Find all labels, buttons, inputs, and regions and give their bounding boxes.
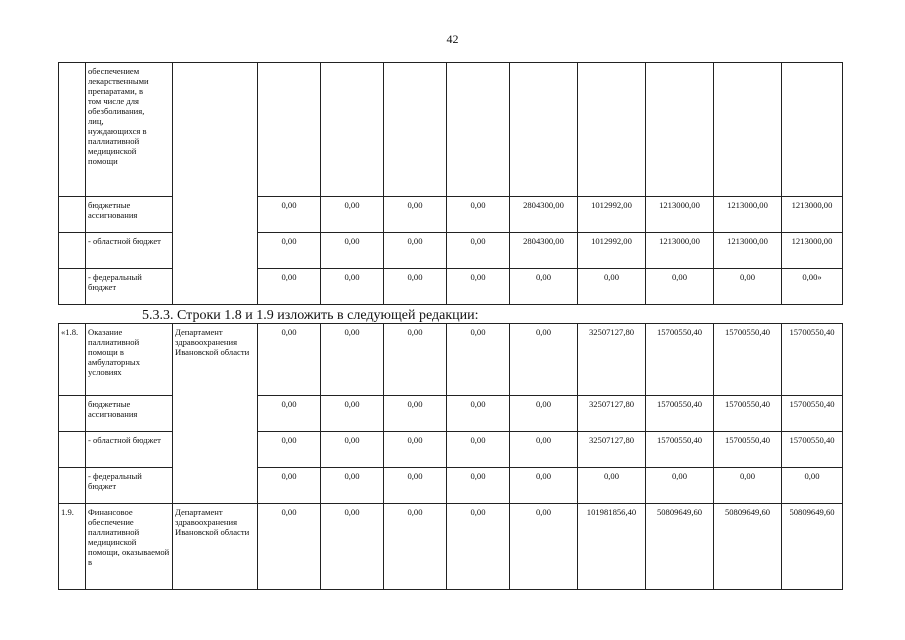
value-cell: 0,00 <box>714 269 782 305</box>
value-cell: 0,00 <box>258 468 321 504</box>
value-cell: 1213000,00 <box>646 197 714 233</box>
value-cell: 0,00 <box>384 468 447 504</box>
value-cell: 15700550,40 <box>714 324 782 396</box>
value-cell: 0,00 <box>384 504 447 590</box>
value-cell: 0,00 <box>321 197 384 233</box>
executor-cell: Департамент здравоохранения Ивановской области <box>173 504 258 590</box>
executor-cell <box>173 63 258 305</box>
value-cell: 0,00 <box>714 468 782 504</box>
value-cell: 0,00 <box>321 233 384 269</box>
value-cell: 1012992,00 <box>578 197 646 233</box>
value-cell: 1213000,00 <box>714 233 782 269</box>
table-row <box>59 63 843 197</box>
table-row <box>59 324 843 396</box>
budget-table-new-edition <box>58 323 843 590</box>
value-cell: 0,00 <box>510 468 578 504</box>
value-cell: 0,00 <box>258 504 321 590</box>
value-cell: 0,00 <box>447 504 510 590</box>
value-cell: 50809649,60 <box>646 504 714 590</box>
value-cell: 0,00 <box>510 504 578 590</box>
value-cell: 0,00 <box>321 324 384 396</box>
row-label: - областной бюджет <box>86 432 173 468</box>
value-cell: 0,00 <box>447 396 510 432</box>
value-cell: 32507127,80 <box>578 396 646 432</box>
value-cell: 0,00 <box>321 432 384 468</box>
measure-name-cell: Оказание паллиативной помощи в амбулаторных условиях <box>86 324 173 396</box>
value-cell: 2804300,00 <box>510 197 578 233</box>
row-number-cell: «1.8. <box>59 324 86 396</box>
value-cell: 0,00 <box>578 269 646 305</box>
value-cell: 0,00 <box>447 468 510 504</box>
value-cell: 0,00 <box>321 504 384 590</box>
row-label: бюджетные ассигнования <box>86 197 173 233</box>
page-number: 42 <box>446 32 459 46</box>
value-cell: 0,00 <box>258 197 321 233</box>
value-cell: 101981856,40 <box>578 504 646 590</box>
value-cell: 1213000,00 <box>782 233 843 269</box>
value-cell: 50809649,60 <box>714 504 782 590</box>
value-cell: 0,00 <box>782 468 843 504</box>
executor-cell: Департамент здравоохранения Ивановской области <box>173 324 258 504</box>
value-cell: 0,00 <box>447 233 510 269</box>
value-cell: 0,00 <box>258 269 321 305</box>
value-cell: 0,00 <box>510 324 578 396</box>
row-label: - областной бюджет <box>86 233 173 269</box>
value-cell: 1213000,00 <box>782 197 843 233</box>
value-cell: 0,00 <box>646 468 714 504</box>
section-heading: 5.3.3. Строки 1.8 и 1.9 изложить в следующей редакции: <box>142 308 479 323</box>
value-cell: 0,00 <box>258 233 321 269</box>
value-cell: 0,00 <box>384 324 447 396</box>
value-cell: 2804300,00 <box>510 233 578 269</box>
row-label: - федеральный бюджет <box>86 468 173 504</box>
value-cell: 0,00 <box>384 233 447 269</box>
row-number-cell <box>59 63 86 197</box>
value-cell: 50809649,60 <box>782 504 843 590</box>
value-cell: 15700550,40 <box>646 396 714 432</box>
value-cell: 1012992,00 <box>578 233 646 269</box>
value-cell: 15700550,40 <box>782 324 843 396</box>
value-cell: 0,00 <box>447 324 510 396</box>
value-cell: 15700550,40 <box>646 432 714 468</box>
value-cell: 0,00 <box>258 396 321 432</box>
value-cell: 15700550,40 <box>714 396 782 432</box>
value-cell: 0,00 <box>646 269 714 305</box>
value-cell: 0,00 <box>258 324 321 396</box>
value-cell: 32507127,80 <box>578 432 646 468</box>
value-cell: 1213000,00 <box>646 233 714 269</box>
value-cell: 0,00 <box>384 432 447 468</box>
value-cell: 0,00 <box>447 269 510 305</box>
table-row <box>59 504 843 590</box>
value-cell: 15700550,40 <box>646 324 714 396</box>
value-cell: 0,00 <box>510 396 578 432</box>
value-cell: 0,00 <box>384 269 447 305</box>
measure-name-cell: обеспечением лекарственными препаратами, в том числе для обезболивания, лиц, нуждающихся в паллиативной медицинской помощи <box>86 63 173 197</box>
value-cell: 0,00 <box>321 269 384 305</box>
budget-table-continued <box>58 62 843 305</box>
value-cell: 0,00» <box>782 269 843 305</box>
value-cell: 1213000,00 <box>714 197 782 233</box>
row-number-cell: 1.9. <box>59 504 86 590</box>
row-label: бюджетные ассигнования <box>86 396 173 432</box>
value-cell: 0,00 <box>321 468 384 504</box>
row-label: - федеральный бюджет <box>86 269 173 305</box>
value-cell: 32507127,80 <box>578 324 646 396</box>
value-cell: 0,00 <box>447 197 510 233</box>
value-cell: 0,00 <box>510 432 578 468</box>
value-cell: 15700550,40 <box>782 396 843 432</box>
value-cell: 0,00 <box>510 269 578 305</box>
value-cell: 15700550,40 <box>782 432 843 468</box>
value-cell: 0,00 <box>578 468 646 504</box>
value-cell: 0,00 <box>384 396 447 432</box>
value-cell: 0,00 <box>258 432 321 468</box>
value-cell: 0,00 <box>447 432 510 468</box>
value-cell: 15700550,40 <box>714 432 782 468</box>
value-cell: 0,00 <box>321 396 384 432</box>
measure-name-cell: Финансовое обеспечение паллиативной медицинской помощи, оказываемой в <box>86 504 173 590</box>
value-cell: 0,00 <box>384 197 447 233</box>
